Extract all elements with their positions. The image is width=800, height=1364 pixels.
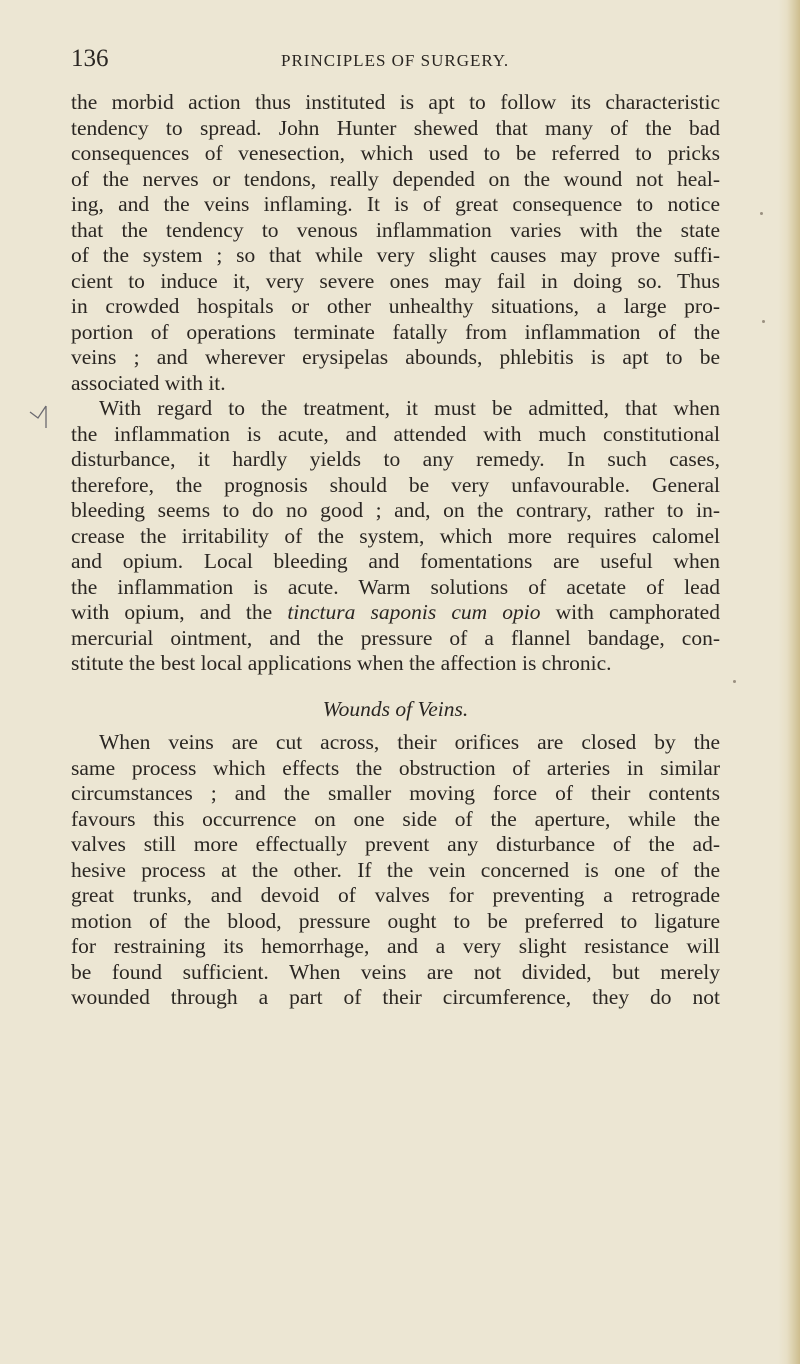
paper-speck [733,680,736,683]
text-line: favours this occurrence on one side of the aperture, while the [71,806,720,831]
section-heading: Wounds of Veins. [322,696,469,721]
body-text [71,90,720,1011]
text-line: the inflammation is acute. Warm solutions of acetate of lead [71,574,720,599]
text-line: portion of operations terminate fatally from inflammation of the [71,319,720,344]
text-line: the inflammation is acute, and attended with much constitutional [71,421,720,446]
text-line: motion of the blood, pressure ought to be preferred to ligature [71,908,720,933]
paper-speck [762,320,765,323]
text-line: therefore, the prognosis should be very unfavourable. General [71,472,720,497]
text-line: same process which effects the obstruction of arteries in similar [71,755,720,780]
text-line: disturbance, it hardly yields to any remedy. In such cases, [71,447,720,471]
page-edge-shadow [778,0,800,1364]
text-line: in crowded hospitals or other unhealthy situations, a large pro- [71,294,720,318]
text-line: With regard to the treatment, it must be admitted, that when [99,396,720,420]
text-line: of the nerves or tendons, really depended on the wound not heal- [71,166,720,191]
text-line: associated with it. [71,370,226,395]
text-line: that the tendency to venous inflammation varies with the state [71,217,720,242]
text-line [71,600,720,626]
text-line: stitute the best local applications when the affection is chronic. [71,651,612,675]
text-line: When veins are cut across, their orifices are closed by the [99,730,720,754]
text-line: wounded through a part of their circumference, they do not [71,985,720,1009]
pencil-margin-mark [26,402,54,432]
page-number: 136 [71,45,109,72]
text-line: great trunks, and devoid of valves for preventing a retrograde [71,883,720,907]
text-line: and opium. Local bleeding and fomentations are useful when [71,549,720,573]
text-run: with opium, and the [71,600,288,624]
text-line: mercurial ointment, and the pressure of a flannel bandage, con- [71,625,720,650]
text-line: be found sufficient. When veins are not divided, but merely [71,959,720,984]
text-run: with camphorated [540,600,720,624]
text-line: consequences of venesection, which used to be referred to pricks [71,141,720,165]
paper-speck [760,212,763,215]
text-line: crease the irritability of the system, which more requires calomel [71,523,720,548]
paragraph [71,396,720,677]
text-line: bleeding seems to do no good ; and, on the contrary, rather to in- [71,498,720,522]
text-line: circumstances ; and the smaller moving force of their contents [71,781,720,805]
text-line: for restraining its hemorrhage, and a very slight resistance will [71,934,720,958]
text-line: tendency to spread. John Hunter shewed that many of the bad [71,115,720,140]
text-line: the morbid action thus instituted is apt to follow its characteristic [71,90,720,114]
text-line: of the system ; so that while very slight causes may prove suffi- [71,243,720,267]
paragraph [71,730,720,1011]
text-line: cient to induce it, very severe ones may fail in doing so. Thus [71,268,720,293]
running-head: PRINCIPLES OF SURGERY. [281,51,510,70]
page-header [71,44,731,74]
text-line: veins ; and wherever erysipelas abounds, phlebitis is apt to be [71,345,720,369]
text-line: ing, and the veins inflaming. It is of great consequence to notice [71,192,720,216]
italic-latin-phrase: tinctura saponis cum opio [287,600,541,624]
text-line: hesive process at the other. If the vein concerned is one of the [71,857,720,882]
text-line: valves still more effectually prevent any disturbance of the ad- [71,832,720,856]
paragraph [71,90,720,396]
